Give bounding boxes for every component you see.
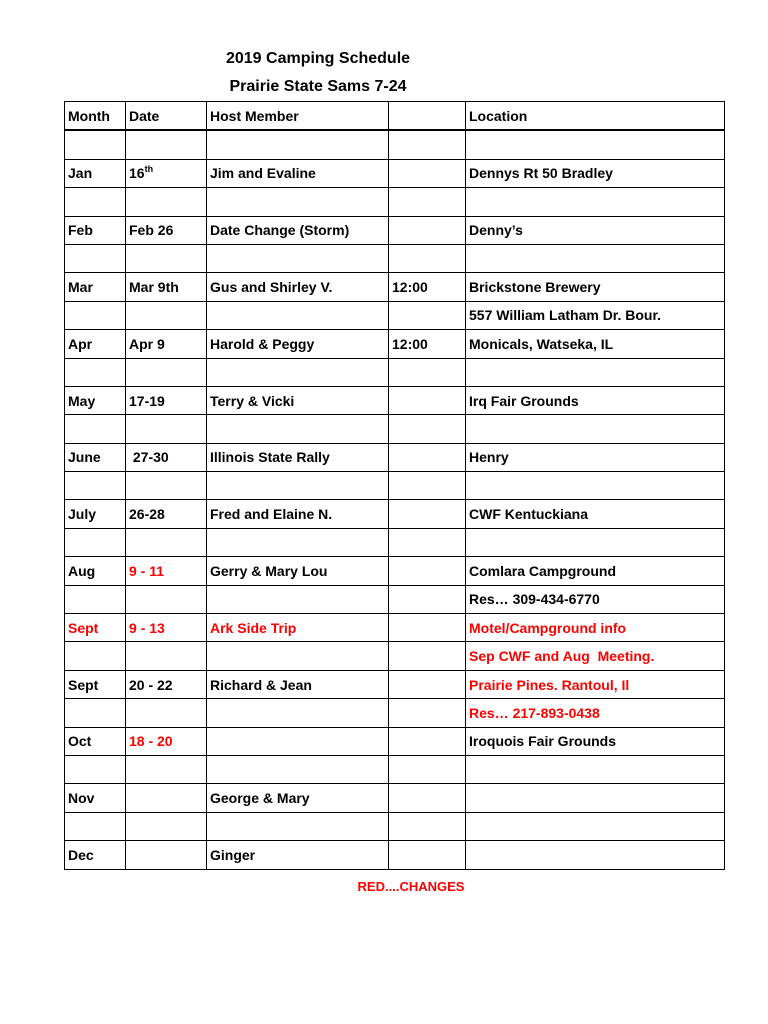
table-row [65,812,725,840]
host-cell [207,358,389,386]
month-cell [65,472,126,500]
location-cell [466,443,725,471]
table-row [65,699,725,727]
location-cell-text: Res… 309-434-6770 [469,591,600,608]
date-cell [126,415,207,443]
host-cell [207,699,389,727]
host-cell [207,415,389,443]
location-cell [466,528,725,556]
month-cell [65,301,126,329]
host-cell-text: Gus and Shirley V. [210,279,333,296]
document-subtitle: Prairie State Sams 7-24 [229,78,407,95]
date-cell [126,670,207,698]
month-cell [65,841,126,869]
location-cell [466,557,725,585]
time-cell [389,841,466,869]
date-cell [126,216,207,244]
month-cell [65,614,126,642]
date-cell [126,528,207,556]
table-row [65,386,725,414]
month-cell [65,244,126,272]
time-cell [389,699,466,727]
month-cell [65,386,126,414]
time-cell [389,273,466,301]
location-cell-text: Henry [469,449,509,466]
month-cell [65,642,126,670]
month-cell-text: July [68,506,97,523]
location-cell [466,472,725,500]
table-row [65,755,725,783]
table-row [65,528,725,556]
date-cell [126,500,207,528]
time-cell [389,812,466,840]
host-cell [207,585,389,613]
host-cell-text: Ginger [210,846,256,863]
changes-note: RED....CHANGES [357,879,465,894]
month-cell [65,216,126,244]
location-cell-text: Prairie Pines. Rantoul, Il [469,676,630,693]
date-cell [126,273,207,301]
table-row [65,727,725,755]
host-cell [207,841,389,869]
time-cell [389,642,466,670]
date-cell [126,755,207,783]
date-cell-text: 17-19 [129,392,165,409]
document-title: 2019 Camping Schedule [225,50,411,67]
host-cell [207,130,389,159]
month-cell [65,585,126,613]
host-cell-text: Ark Side Trip [210,619,297,636]
table-row [65,301,725,329]
date-cell [126,841,207,869]
location-cell [466,670,725,698]
table-row [65,614,725,642]
time-cell [389,130,466,159]
host-cell [207,386,389,414]
host-cell [207,557,389,585]
table-row [65,500,725,528]
date-cell [126,614,207,642]
location-cell [466,159,725,187]
date-cell-text: 9 - 13 [129,619,165,636]
date-cell [126,642,207,670]
month-cell [65,159,126,187]
date-cell [126,159,207,187]
time-cell [389,358,466,386]
location-cell [466,500,725,528]
table-row [65,557,725,585]
time-cell [389,301,466,329]
time-cell [389,755,466,783]
location-cell [466,841,725,869]
location-cell [466,130,725,159]
date-cell-text: 27-30 [129,449,169,466]
host-cell [207,188,389,216]
table-row [65,415,725,443]
date-cell [126,301,207,329]
location-cell [466,386,725,414]
host-cell [207,727,389,755]
date-cell [126,443,207,471]
time-cell [389,614,466,642]
location-cell [466,358,725,386]
location-cell-text: Brickstone Brewery [469,279,601,296]
host-cell-text: Illinois State Rally [210,449,330,466]
month-cell-text: June [68,449,101,466]
location-cell-text: Res… 217-893-0438 [469,704,600,721]
time-cell [389,443,466,471]
time-cell [389,330,466,358]
month-cell [65,443,126,471]
host-cell [207,500,389,528]
host-cell [207,784,389,812]
host-cell [207,443,389,471]
date-cell [126,330,207,358]
time-cell-text: 12:00 [392,279,428,296]
time-cell [389,528,466,556]
host-cell-text: Terry & Vicki [210,392,295,409]
location-cell-text: 557 William Latham Dr. Bour. [469,307,662,324]
month-cell [65,670,126,698]
location-cell-text: Motel/Campground info [469,619,627,636]
host-cell [207,273,389,301]
month-cell [65,727,126,755]
time-cell [389,585,466,613]
location-cell [466,784,725,812]
host-cell [207,159,389,187]
table-row [65,784,725,812]
date-cell [126,130,207,159]
host-cell [207,670,389,698]
location-cell-text: Denny’s [469,222,523,239]
month-cell-text: Jan [68,165,93,182]
month-cell [65,500,126,528]
time-cell [389,472,466,500]
month-cell [65,699,126,727]
column-header-time [389,102,466,131]
location-cell [466,699,725,727]
time-cell [389,727,466,755]
date-cell [126,784,207,812]
date-cell-text: 9 - 11 [129,562,165,579]
month-cell [65,528,126,556]
location-cell [466,585,725,613]
date-cell [126,358,207,386]
date-cell [126,585,207,613]
month-cell-text: Feb [68,222,93,239]
host-cell-text: Date Change (Storm) [210,222,350,239]
month-cell-text: Aug [68,562,96,579]
camping-schedule-table [64,101,725,870]
month-cell [65,330,126,358]
time-cell [389,500,466,528]
location-cell [466,812,725,840]
location-cell [466,301,725,329]
location-cell-text: Sep CWF and Aug Meeting. [469,648,655,665]
table-row [65,244,725,272]
date-cell-text: Apr 9 [129,335,165,352]
column-header-host-member: Host Member [207,102,389,131]
time-cell [389,216,466,244]
month-cell-text: Sept [68,619,99,636]
location-cell-text: Comlara Campground [469,562,617,579]
month-cell-text: Nov [68,790,95,807]
location-cell [466,642,725,670]
table-row [65,443,725,471]
column-header-month: Month [65,102,126,131]
time-cell [389,244,466,272]
location-cell [466,188,725,216]
month-cell [65,557,126,585]
host-cell-text: Gerry & Mary Lou [210,562,328,579]
month-cell-text: Oct [68,733,92,750]
table-row [65,358,725,386]
table-row [65,130,725,159]
time-cell [389,557,466,585]
table-header-row [65,102,725,131]
host-cell-text: Jim and Evaline [210,165,316,182]
column-header-location: Location [466,102,725,131]
table-row [65,216,725,244]
month-cell [65,755,126,783]
date-ordinal-suffix: th [144,164,154,175]
location-cell-text: CWF Kentuckiana [469,506,589,523]
month-cell [65,188,126,216]
date-cell [126,188,207,216]
month-cell-text: Sept [68,676,99,693]
date-cell [126,244,207,272]
host-cell-text: Richard & Jean [210,676,312,693]
month-cell [65,415,126,443]
month-cell-text: Dec [68,846,94,863]
time-cell-text: 12:00 [392,335,428,352]
date-cell-text: 26-28 [129,506,165,523]
date-cell [126,812,207,840]
table-row [65,188,725,216]
time-cell [389,188,466,216]
host-cell [207,642,389,670]
host-cell [207,216,389,244]
month-cell-text: May [68,392,96,409]
host-cell-text: George & Mary [210,790,310,807]
date-cell [126,699,207,727]
location-cell-text: Iroquois Fair Grounds [469,733,617,750]
month-cell [65,273,126,301]
host-cell [207,755,389,783]
location-cell [466,216,725,244]
time-cell [389,415,466,443]
column-header-date: Date [126,102,207,131]
location-cell-text: Monicals, Watseka, IL [469,335,614,352]
location-cell [466,415,725,443]
time-cell [389,386,466,414]
date-cell-text: 16 [129,165,145,182]
location-cell [466,244,725,272]
date-cell [126,727,207,755]
table-row [65,159,725,187]
location-cell [466,273,725,301]
table-row [65,642,725,670]
table-row [65,670,725,698]
date-cell-text: 20 - 22 [129,676,173,693]
date-cell [126,472,207,500]
table-row [65,841,725,869]
host-cell-text: Fred and Elaine N. [210,506,333,523]
location-cell [466,614,725,642]
table-row [65,273,725,301]
time-cell [389,670,466,698]
location-cell [466,755,725,783]
host-cell [207,528,389,556]
month-cell [65,784,126,812]
location-cell-text: Irq Fair Grounds [469,392,579,409]
date-cell [126,386,207,414]
month-cell [65,130,126,159]
month-cell [65,358,126,386]
host-cell [207,614,389,642]
host-cell [207,330,389,358]
host-cell [207,244,389,272]
date-cell-text: Feb 26 [129,222,174,239]
host-cell [207,301,389,329]
month-cell [65,812,126,840]
time-cell [389,159,466,187]
month-cell-text: Apr [68,335,93,352]
table-row [65,585,725,613]
table-row [65,330,725,358]
location-cell [466,330,725,358]
date-cell-text: Mar 9th [129,279,179,296]
host-cell-text: Harold & Peggy [210,335,315,352]
host-cell [207,812,389,840]
month-cell-text: Mar [68,279,93,296]
host-cell [207,472,389,500]
time-cell [389,784,466,812]
table-row [65,472,725,500]
location-cell [466,727,725,755]
date-cell-text: 18 - 20 [129,733,173,750]
date-cell [126,557,207,585]
location-cell-text: Dennys Rt 50 Bradley [469,165,613,182]
